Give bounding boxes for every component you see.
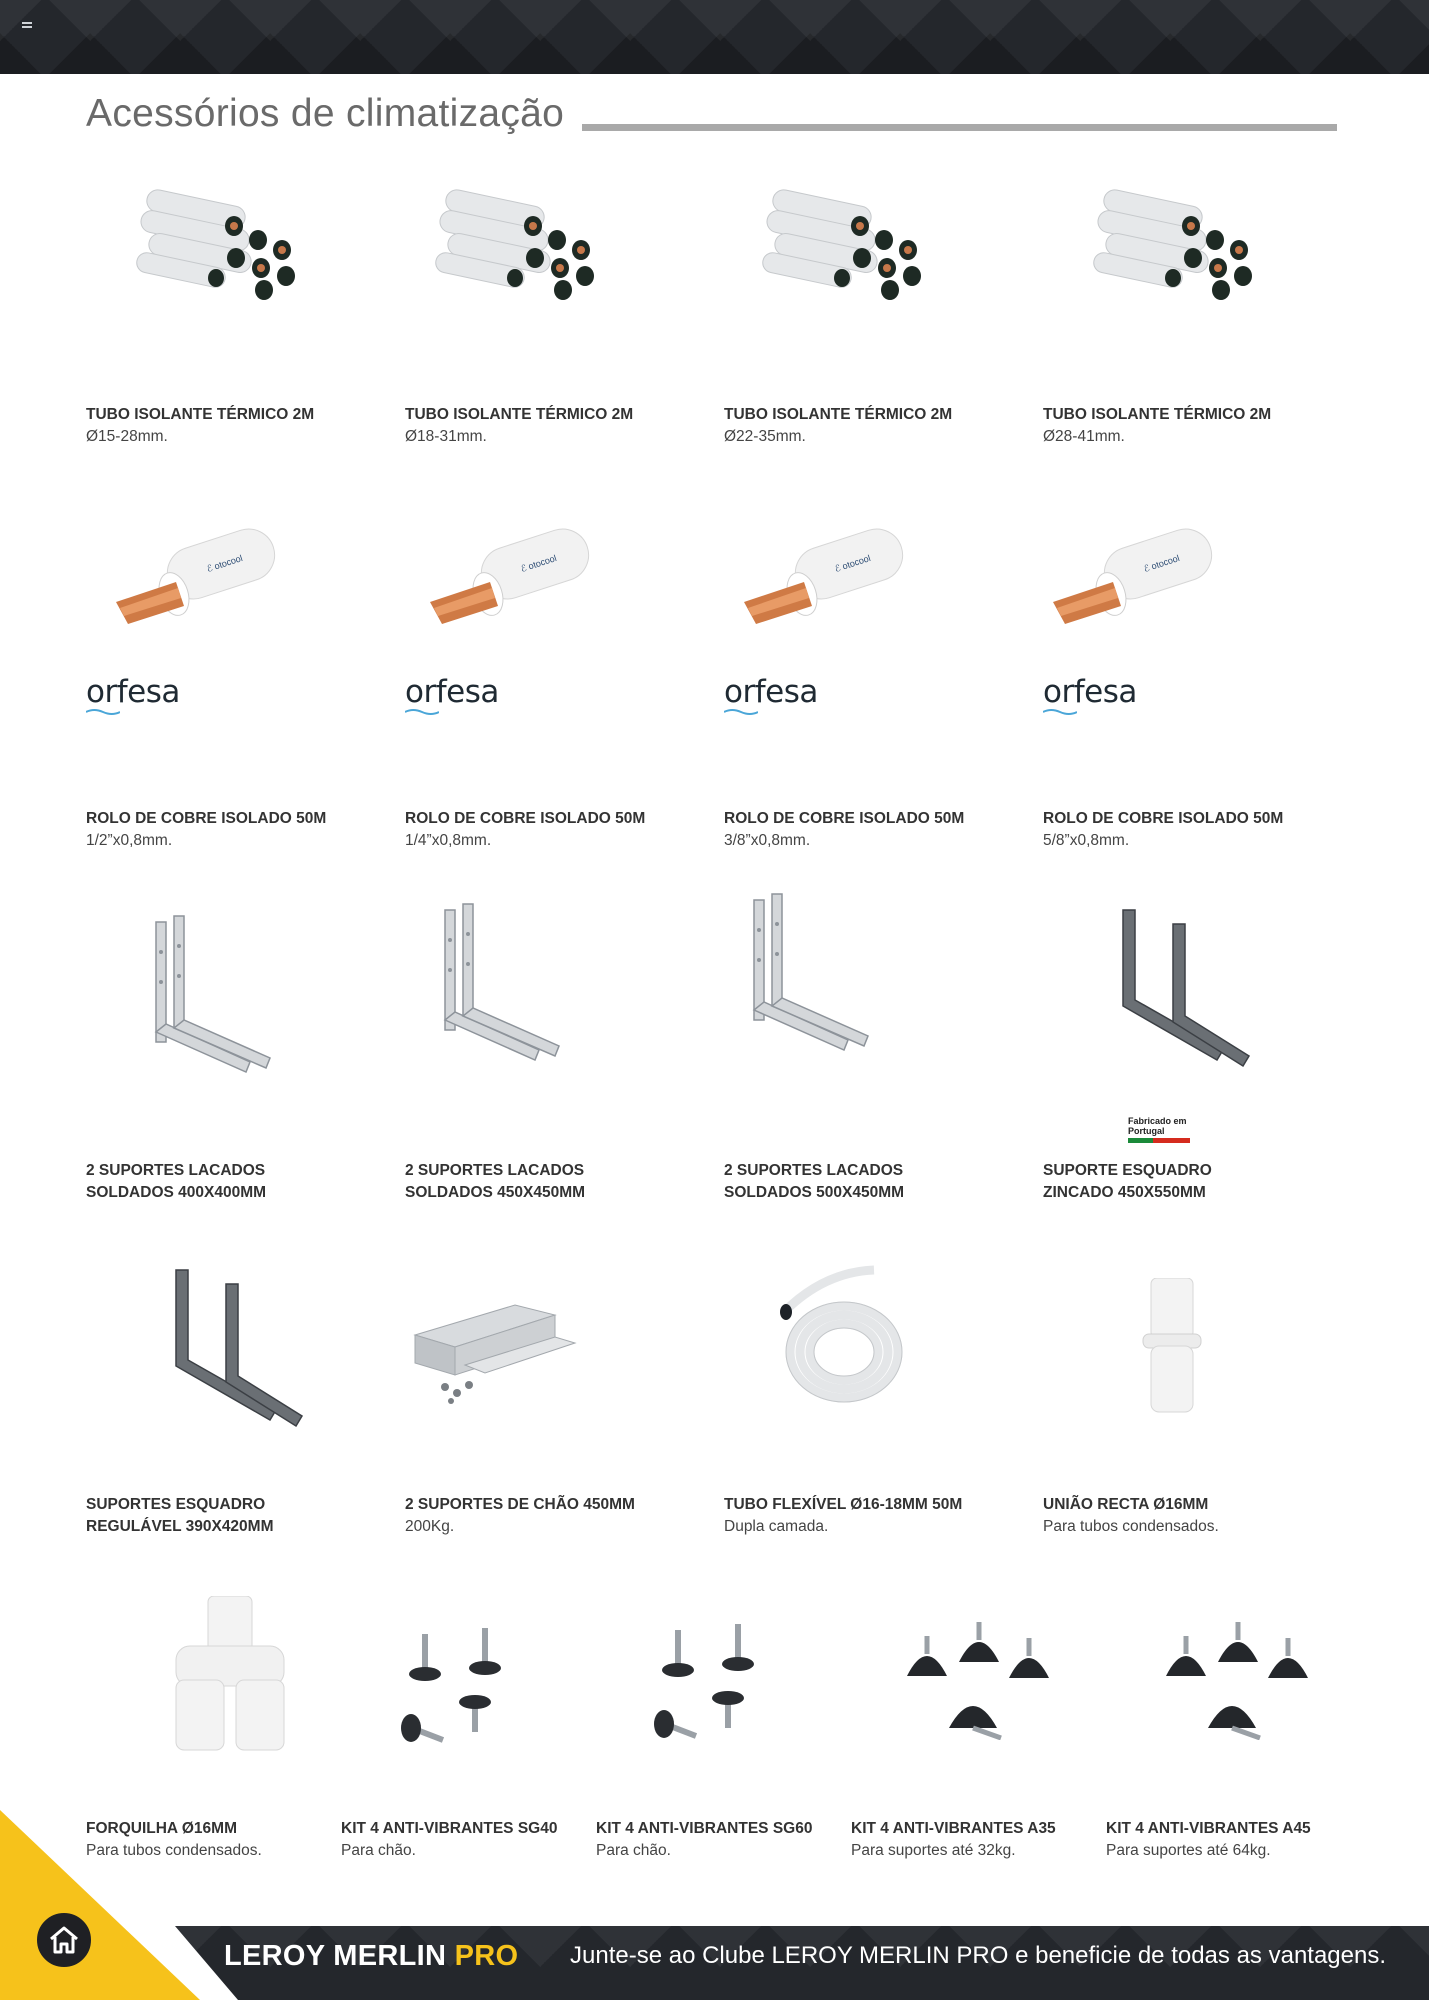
product-name-line2: ZINCADO 450X550MM — [1043, 1184, 1206, 1201]
home-icon — [47, 1923, 81, 1957]
anti-vibration-a35-image — [897, 1620, 1057, 1740]
product-desc: Para tubos condensados. — [1043, 1518, 1219, 1535]
insulated-tube-image — [136, 180, 316, 310]
product-desc: 3/8”x0,8mm. — [724, 832, 811, 849]
product-name: TUBO ISOLANTE TÉRMICO 2M — [405, 406, 634, 423]
orfesa-logo: orfesa — [86, 674, 180, 710]
anti-vibration-sg60-image — [644, 1620, 804, 1750]
insulated-tube-image — [1093, 180, 1273, 310]
product-name: ROLO DE COBRE ISOLADO 50M — [724, 810, 965, 827]
page-title: Acessórios de climatização — [86, 92, 565, 135]
product-name: FORQUILHA Ø16MM — [86, 1820, 237, 1837]
insulated-tube-image — [435, 180, 615, 310]
made-in-portugal-badge: Fabricado em Portugal — [1128, 1116, 1190, 1143]
lacquered-bracket-image — [415, 900, 585, 1080]
orfesa-logo: orfesa — [1043, 674, 1137, 710]
product-name: ROLO DE COBRE ISOLADO 50M — [1043, 810, 1284, 827]
adjustable-bracket-image — [136, 1260, 326, 1430]
copper-roll-image — [734, 520, 914, 640]
anti-vibration-sg40-image — [391, 1624, 551, 1754]
product-desc: 5/8”x0,8mm. — [1043, 832, 1130, 849]
product-name: TUBO ISOLANTE TÉRMICO 2M — [86, 406, 315, 423]
copper-roll-image — [106, 520, 286, 640]
product-name: KIT 4 ANTI-VIBRANTES A45 — [1106, 1820, 1311, 1837]
product-desc: Dupla camada. — [724, 1518, 829, 1535]
product-name: ROLO DE COBRE ISOLADO 50M — [405, 810, 646, 827]
product-name: TUBO ISOLANTE TÉRMICO 2M — [1043, 406, 1272, 423]
copper-roll-image — [1043, 520, 1223, 640]
product-desc: Para chão. — [596, 1842, 671, 1859]
product-desc: Para chão. — [341, 1842, 416, 1859]
product-name: 2 SUPORTES LACADOS — [724, 1162, 904, 1179]
anti-vibration-a45-image — [1156, 1620, 1316, 1740]
product-desc: Ø22-35mm. — [724, 428, 806, 445]
product-name: SUPORTE ESQUADRO — [1043, 1162, 1212, 1179]
straight-union-image — [1131, 1278, 1221, 1418]
product-name-line2: SOLDADOS 450X450MM — [405, 1184, 586, 1201]
product-name: KIT 4 ANTI-VIBRANTES A35 — [851, 1820, 1056, 1837]
product-name: SUPORTES ESQUADRO — [86, 1496, 266, 1513]
product-desc: 1/4”x0,8mm. — [405, 832, 492, 849]
orfesa-logo: orfesa — [724, 674, 818, 710]
product-name: KIT 4 ANTI-VIBRANTES SG40 — [341, 1820, 558, 1837]
footer-slogan: Junte-se ao Clube LEROY MERLIN PRO e beneficie de todas as vantagens. — [570, 1942, 1387, 1969]
product-desc: Ø18-31mm. — [405, 428, 487, 445]
product-desc: Ø15-28mm. — [86, 428, 168, 445]
home-button[interactable] — [34, 1910, 94, 1970]
product-desc: 200Kg. — [405, 1518, 455, 1535]
fork-fitting-image — [168, 1596, 298, 1756]
product-desc: Para tubos condensados. — [86, 1842, 262, 1859]
product-desc: Para suportes até 32kg. — [851, 1842, 1016, 1859]
copper-roll-image — [420, 520, 600, 640]
insulated-tube-image — [762, 180, 942, 310]
lacquered-bracket-image — [126, 912, 296, 1092]
product-name: TUBO FLEXÍVEL Ø16-18MM 50M — [724, 1496, 963, 1513]
product-name: KIT 4 ANTI-VIBRANTES SG60 — [596, 1820, 813, 1837]
product-name-line2: SOLDADOS 400X400MM — [86, 1184, 267, 1201]
product-name-line2: SOLDADOS 500X450MM — [724, 1184, 905, 1201]
product-name: UNIÃO RECTA Ø16MM — [1043, 1496, 1209, 1513]
orfesa-logo: orfesa — [405, 674, 499, 710]
product-name: 2 SUPORTES LACADOS — [86, 1162, 266, 1179]
flexible-tube-image — [764, 1262, 924, 1422]
galvanized-bracket-image — [1083, 900, 1273, 1080]
product-name: TUBO ISOLANTE TÉRMICO 2M — [724, 406, 953, 423]
product-name-line2: REGULÁVEL 390X420MM — [86, 1518, 274, 1535]
product-name: 2 SUPORTES LACADOS — [405, 1162, 585, 1179]
title-divider — [582, 124, 1337, 131]
product-desc: 1/2”x0,8mm. — [86, 832, 173, 849]
brand-logo: LEROY MERLIN PRO — [224, 1940, 519, 1972]
top-banner — [0, 0, 1429, 74]
floor-support-image — [405, 1275, 585, 1415]
lacquered-bracket-image — [724, 890, 894, 1070]
product-name: 2 SUPORTES DE CHÃO 450MM — [405, 1496, 635, 1513]
product-desc: Para suportes até 64kg. — [1106, 1842, 1271, 1859]
product-desc: Ø28-41mm. — [1043, 428, 1125, 445]
menu-icon[interactable] — [22, 22, 32, 30]
product-name: ROLO DE COBRE ISOLADO 50M — [86, 810, 327, 827]
